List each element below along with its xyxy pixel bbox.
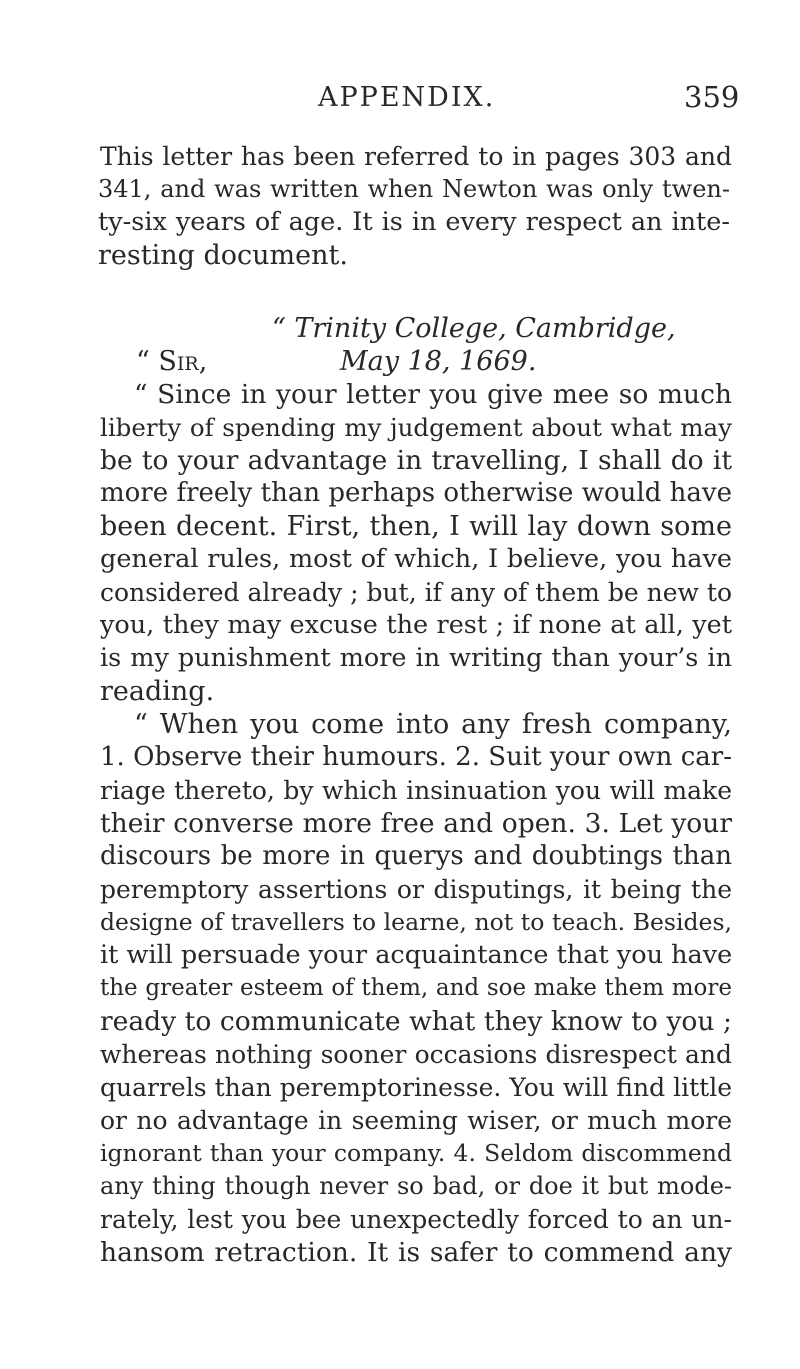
text-line: considered already ; but, if any of them be new to	[100, 578, 732, 607]
text-line: “ When you come into any fresh company,	[134, 709, 732, 740]
text-line: rately, lest you bee unexpectedly forced to an un-	[100, 1205, 732, 1234]
text-line: resting document.	[98, 240, 348, 271]
letter-date: May 18, 1669.	[340, 346, 537, 377]
text-line: ty-six years of age. It is in every respect an inte-	[98, 207, 730, 237]
text-line: ignorant than your company. 4. Seldom discommend	[100, 1139, 732, 1167]
text-line: general rules, most of which, I believe, you have	[100, 544, 732, 574]
letter-salutation: “ Sir,	[136, 346, 208, 377]
text-line: reading.	[100, 676, 215, 707]
text-line: 1. Observe their humours. 2. Suit your own car-	[100, 742, 732, 772]
text-line: “ Since in your letter you give mee so much	[134, 379, 732, 410]
text-line: hansom retraction. It is safer to commend any	[100, 1237, 732, 1268]
text-line: their converse more free and open. 3. Let your	[100, 808, 732, 839]
text-line: quarrels than peremptorinesse. You will find little	[100, 1073, 732, 1102]
text-line: the greater esteem of them, and soe make them more	[100, 975, 732, 1001]
running-head: APPENDIX.	[318, 82, 496, 113]
text-line: whereas nothing sooner occasions disrespect and	[100, 1040, 732, 1069]
text-line: any thing though never so bad, or doe it but mode-	[100, 1172, 732, 1200]
text-line: ready to communicate what they know to you ;	[100, 1006, 732, 1037]
text-line: been decent. First, then, I will lay down some	[100, 511, 732, 542]
text-line: designe of travellers to learne, not to teach. Besides,	[100, 908, 732, 936]
text-line: or no advantage in seeming wiser, or much more	[100, 1106, 732, 1135]
text-line: riage thereto, by which insinuation you will make	[100, 776, 732, 805]
text-line: 341, and was written when Newton was only twen-	[98, 175, 730, 203]
text-line: This letter has been referred to in pages 303 and	[100, 142, 732, 171]
page-header	[0, 82, 800, 122]
text-line: peremptory assertions or disputings, it being the	[100, 875, 732, 904]
text-line: it will persuade your acquaintance that you have	[100, 940, 733, 970]
text-line: discours be more in querys and doubtings than	[100, 841, 732, 871]
page-number: 359	[684, 80, 740, 114]
text-line: you, they may excuse the rest ; if none at all, yet	[100, 610, 732, 640]
text-line: more freely than perhaps otherwise would have	[100, 478, 732, 508]
text-line: be to your advantage in travelling, I shall do it	[100, 445, 732, 476]
text-line: liberty of spending my judgement about what may	[100, 413, 732, 442]
letter-address: “ Trinity College, Cambridge,	[272, 313, 676, 344]
text-line: is my punishment more in writing than your’s in	[100, 643, 732, 673]
